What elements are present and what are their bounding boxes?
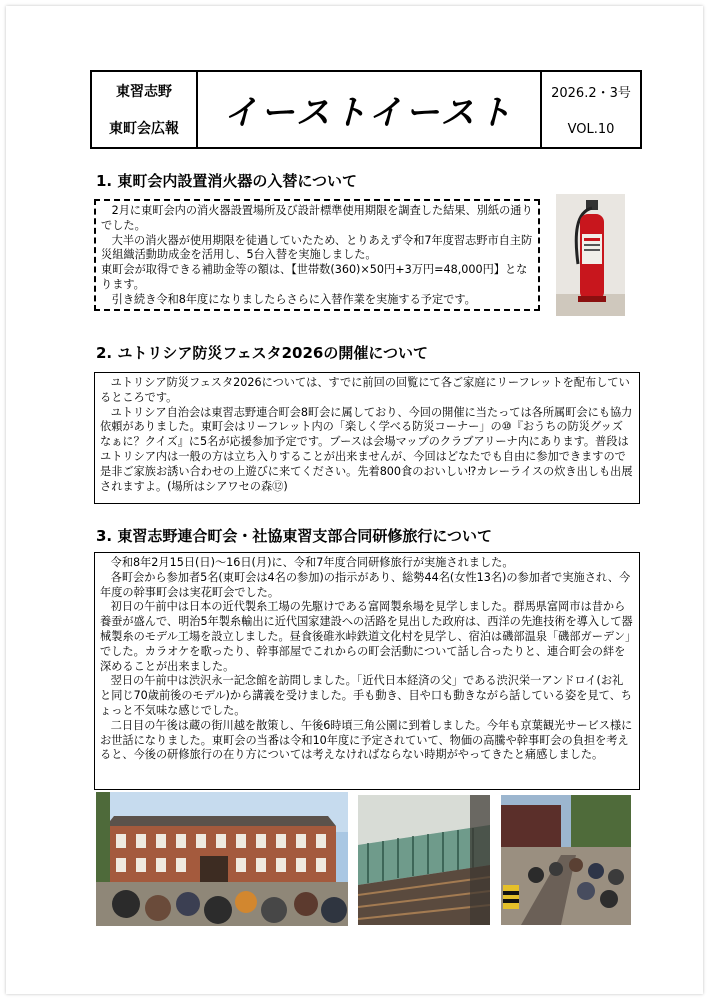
newsletter-title: イーストイースト	[223, 93, 515, 133]
section3-paragraph: 翌日の午前中は渋沢永一記念館を訪問しました。「近代日本経済の父」である渋沢栄一アンドロイ(お礼と同じ70歳前後のモデル)から講義を受けました。手も動き、目や口も動きながら話している姿を見て、ちょっと不気味な感じでした。	[100, 674, 632, 717]
newsletter-label: 東町会広報	[109, 121, 179, 138]
section1-paragraph: 大半の消火器が使用期限を徒過していたため、とりあえず令和7年度習志野市自主防災組織活動助成金を活用し、5台入替を実施しました。	[101, 233, 533, 262]
section3-heading: 3. 東習志野連合町会・社協東習支部合同研修旅行について	[96, 527, 493, 545]
section3-body	[94, 552, 640, 790]
organization-name: 東習志野	[116, 83, 172, 100]
section2-paragraph: ユトリシア自治会は東習志野連合町会8町会に属しており、今回の開催に当たっては各所属町会にも協力依頼がありました。東町会はリーフレット内の「楽しく学べる防災コーナー」の⑩『おうちの防災グッズなぁに？クイズ』に5名が応援参加予定です。ブースは会場マップのクラブアリーナ内にあります。普段はユトリシア内は一般の方は立ち入りすることが出来ませんが、今回はどなたでも自由に参加できますので是非ご家族お誘い合わせの上遊びに来てください。先着800食のおいしい⁉カレーライスの炊き出しも出展されますよ。(場所はシアワセの森⑫)	[100, 405, 633, 493]
section3-paragraph: 初日の午前中は日本の近代製糸工場の先駆けである富岡製糸場を見学しました。群馬県富岡市は昔から養蚕が盛んで、明治5年製糸輸出に近代国家建設への活路を見出した政府は、西洋の先進技術を導入して器械製糸のモデル工場を設立しました。昼食後碓氷峠鉄道文化村を見学し、宿泊は磯部温泉「磯部ガーデン」でした。カラオケを歌ったり、幹事部屋でこれからの町会活動について話し合ったりと、連合町会の絆を深めることが出来ました。	[100, 600, 633, 673]
section3-paragraph: 二日目の午後は蔵の街川越を散策し、午後6時頃三角公園に到着しました。今年も京葉観光サービス様にお世話になりました。東町会の当番は令和10年度に予定されていて、物価の高騰や幹事町会の負担を考えると、今後の研修旅行の在り方については考えなければならない時期がやってきたと痛感しました。	[100, 718, 633, 762]
newsletter-page	[6, 6, 703, 994]
masthead-issue-info	[540, 72, 640, 147]
section3-paragraph: 令和8年2月15日(日)～16日(月)に、令和7年度合同研修旅行が実施されました。	[110, 556, 514, 569]
section3-paragraph: 各町会から参加者5名(東町会は4名の参加)の指示があり、総勢44名(女性13名)の参加者で実施され、今年度の幹事町会は実花町会でした。	[100, 570, 631, 599]
masthead	[90, 70, 642, 149]
section1-body	[94, 199, 540, 311]
section2-paragraph: ユトリシア防災フェスタ2026については、すでに前回の回覧にて各ご家庭にリーフレットを配布しているところです。	[100, 376, 630, 404]
volume-number: VOL.10	[567, 121, 615, 137]
usui-railway-village-photo	[501, 795, 631, 925]
section2-body	[94, 372, 640, 504]
fire-extinguisher-photo	[556, 194, 625, 316]
section1-paragraph: 東町会が取得できる補助金等の額は、【世帯数(360)×50円+3万円=48,000円】となります。	[101, 263, 528, 291]
silk-reeling-machine-photo	[358, 795, 490, 925]
tomioka-silk-mill-photo	[96, 792, 348, 926]
masthead-organization	[92, 72, 198, 147]
section2-heading: 2. ユトリシア防災フェスタ2026の開催について	[96, 344, 429, 362]
section1-paragraph: 引き続き令和8年度になりましたらさらに入替作業を実施する予定です。	[111, 292, 476, 306]
section1-paragraph: 2月に東町会内の消火器設置場所及び設計標準使用期限を調査した結果、別紙の通りでした。	[101, 204, 533, 232]
section1-heading: 1. 東町会内設置消火器の入替について	[96, 172, 358, 190]
issue-number: 2026.2・3号	[551, 86, 631, 102]
